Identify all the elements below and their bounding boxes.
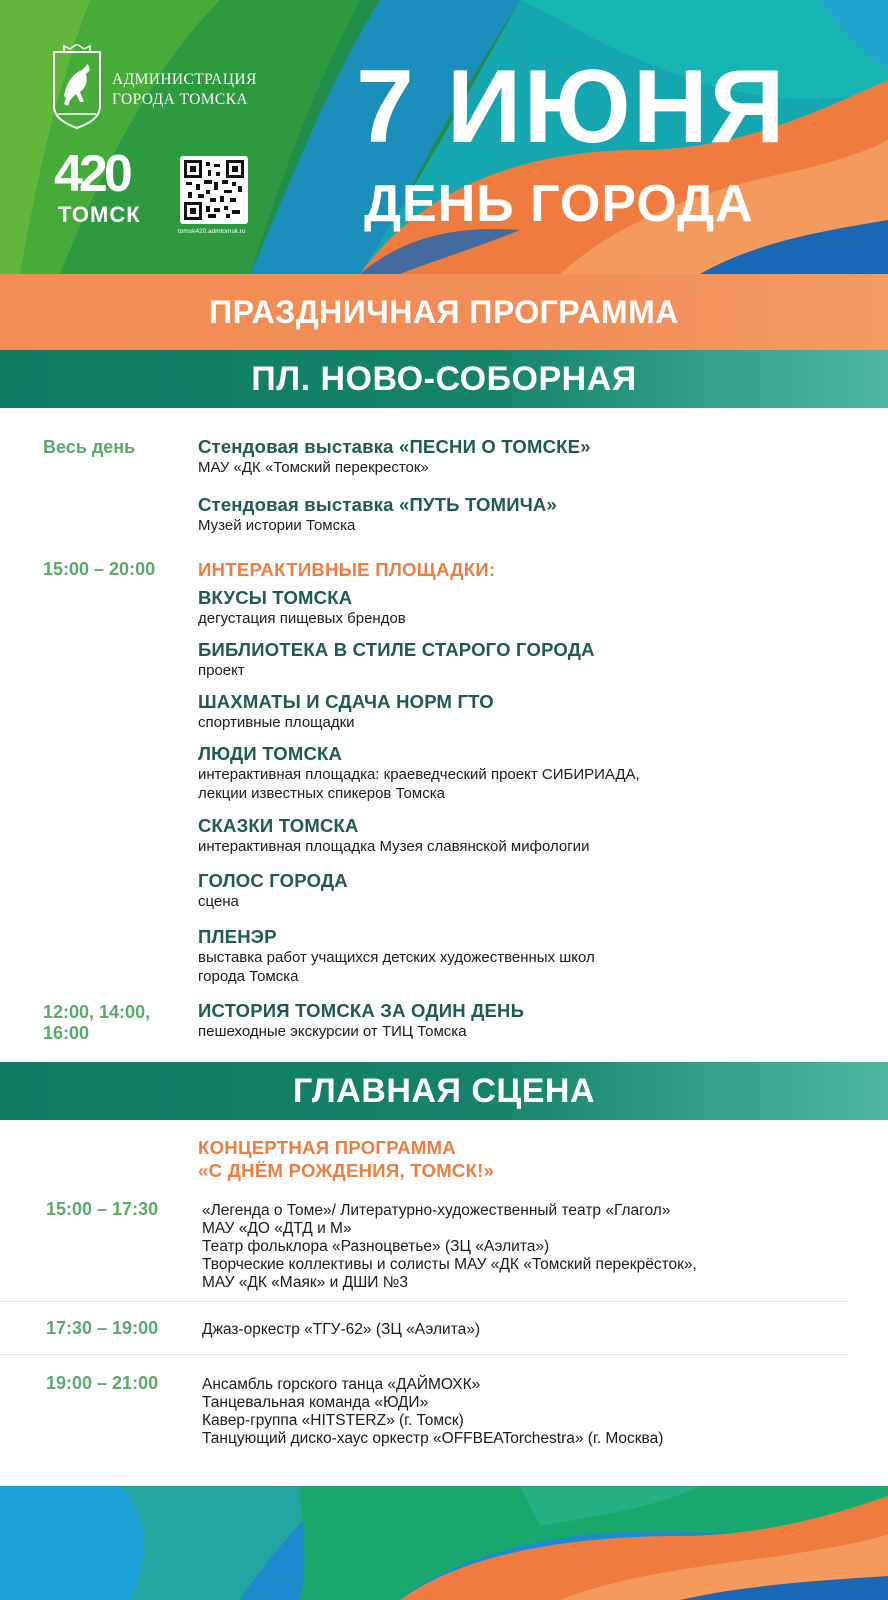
performer-line: Танцевальная команда «ЮДИ» <box>202 1394 429 1411</box>
item-title: ИСТОРИЯ ТОМСКА ЗА ОДИН ДЕНЬ <box>198 1000 525 1021</box>
concert-title-line-1: КОНЦЕРТНАЯ ПРОГРАММА <box>198 1137 456 1158</box>
list-item <box>198 639 848 680</box>
administration-label <box>112 70 257 110</box>
item-subtitle: интерактивная площадка: краеведческий проект СИБИРИАДА, <box>198 766 640 783</box>
item-subtitle: выставка работ учащихся детских художественных школ <box>198 949 595 966</box>
slot-time: 15:00 – 17:30 <box>46 1199 159 1219</box>
item-subtitle: проект <box>198 662 245 679</box>
header-banner <box>0 0 888 274</box>
item-subtitle: пешеходные экскурсии от ТИЦ Томска <box>198 1023 467 1040</box>
divider <box>0 1354 848 1355</box>
program-title: ПРАЗДНИЧНАЯ ПРОГРАММА <box>0 274 888 350</box>
venue-title-main-stage: ГЛАВНАЯ СЦЕНА <box>0 1062 888 1120</box>
performer-line: МАУ «ДК «Маяк» и ДШИ №3 <box>202 1274 408 1291</box>
time-all-day: Весь день <box>43 437 136 457</box>
list-item <box>198 494 848 535</box>
anniversary-logo <box>54 145 164 232</box>
qr-code[interactable] <box>180 156 248 224</box>
interactive-heading: ИНТЕРАКТИВНЫЕ ПЛОЩАДКИ: <box>198 559 496 580</box>
admin-line-2: ГОРОДА ТОМСКА <box>112 91 248 108</box>
item-title: Стендовая выставка «ПЕСНИ О ТОМСКЕ» <box>198 436 591 457</box>
list-item <box>198 926 848 986</box>
item-title: БИБЛИОТЕКА В СТИЛЕ СТАРОГО ГОРОДА <box>198 639 595 660</box>
divider <box>0 1301 848 1302</box>
list-item <box>198 870 848 911</box>
item-subtitle: Музей истории Томска <box>198 517 356 534</box>
slot-time: 19:00 – 21:00 <box>46 1373 159 1393</box>
item-title: ШАХМАТЫ И СДАЧА НОРМ ГТО <box>198 691 494 712</box>
item-subtitle: сцена <box>198 893 239 910</box>
time-tours-line-1: 12:00, 14:00, <box>43 1002 151 1022</box>
performer-line: Кавер-группа «HITSTERZ» (г. Томск) <box>202 1412 464 1429</box>
item-title: СКАЗКИ ТОМСКА <box>198 815 359 836</box>
footer-decoration <box>0 1486 888 1600</box>
list-item <box>198 587 848 628</box>
performer-line: Ансамбль горского танца «ДАЙМОХК» <box>202 1376 481 1393</box>
concert-title-line-2: «С ДНЁМ РОЖДЕНИЯ, ТОМСК!» <box>198 1160 495 1181</box>
qr-code-icon <box>184 160 244 220</box>
logo-city: ТОМСК <box>58 202 141 227</box>
performer-line: МАУ «ДО «ДТД и М» <box>202 1220 352 1237</box>
list-item <box>198 815 848 856</box>
time-interactive: 15:00 – 20:00 <box>43 559 156 579</box>
performer-line: Творческие коллективы и солисты МАУ «ДК «Томский перекрёсток», <box>202 1256 697 1273</box>
item-subtitle-2: лекции известных спикеров Томска <box>198 785 445 802</box>
item-title: ВКУСЫ ТОМСКА <box>198 587 353 608</box>
item-title: ГОЛОС ГОРОДА <box>198 870 348 891</box>
performer-line: Танцующий диско-хаус оркестр «OFFBEATorchestra» (г. Москва) <box>202 1430 664 1447</box>
event-title: ДЕНЬ ГОРОДА <box>364 175 754 233</box>
item-subtitle: спортивные площадки <box>198 714 355 731</box>
performer-line: «Легенда о Томе»/ Литературно-художественный театр «Глагол» <box>202 1202 671 1219</box>
slot-time: 17:30 – 19:00 <box>46 1318 159 1338</box>
performer-line: Джаз-оркестр «ТГУ-62» (ЗЦ «Аэлита») <box>202 1321 481 1338</box>
item-subtitle-2: города Томска <box>198 968 299 985</box>
qr-url[interactable]: tomsk420.admtomsk.ru <box>178 228 246 235</box>
footer-background-waves <box>0 1486 888 1600</box>
admin-line-1: АДМИНИСТРАЦИЯ <box>112 71 257 88</box>
list-item <box>198 436 848 477</box>
item-subtitle: дегустация пищевых брендов <box>198 610 406 627</box>
list-item <box>198 1000 848 1041</box>
event-date: 7 ИЮНЯ <box>356 49 787 165</box>
item-title: ЛЮДИ ТОМСКА <box>198 743 343 764</box>
time-tours-line-2: 16:00 <box>43 1023 90 1043</box>
time-tours <box>43 1002 150 1044</box>
performer-line: Театр фольклора «Разноцветье» (ЗЦ «Аэлита») <box>202 1238 550 1255</box>
item-title: ПЛЕНЭР <box>198 926 277 947</box>
city-emblem-icon <box>52 44 102 130</box>
item-title: Стендовая выставка «ПУТЬ ТОМИЧА» <box>198 494 557 515</box>
logo-number: 420 <box>54 145 129 203</box>
list-item <box>198 743 848 803</box>
item-subtitle: МАУ «ДК «Томский перекресток» <box>198 459 429 476</box>
list-item <box>198 691 848 732</box>
item-subtitle: интерактивная площадка Музея славянской мифологии <box>198 838 590 855</box>
venue-title-novosobornaya: ПЛ. НОВО-СОБОРНАЯ <box>0 350 888 408</box>
